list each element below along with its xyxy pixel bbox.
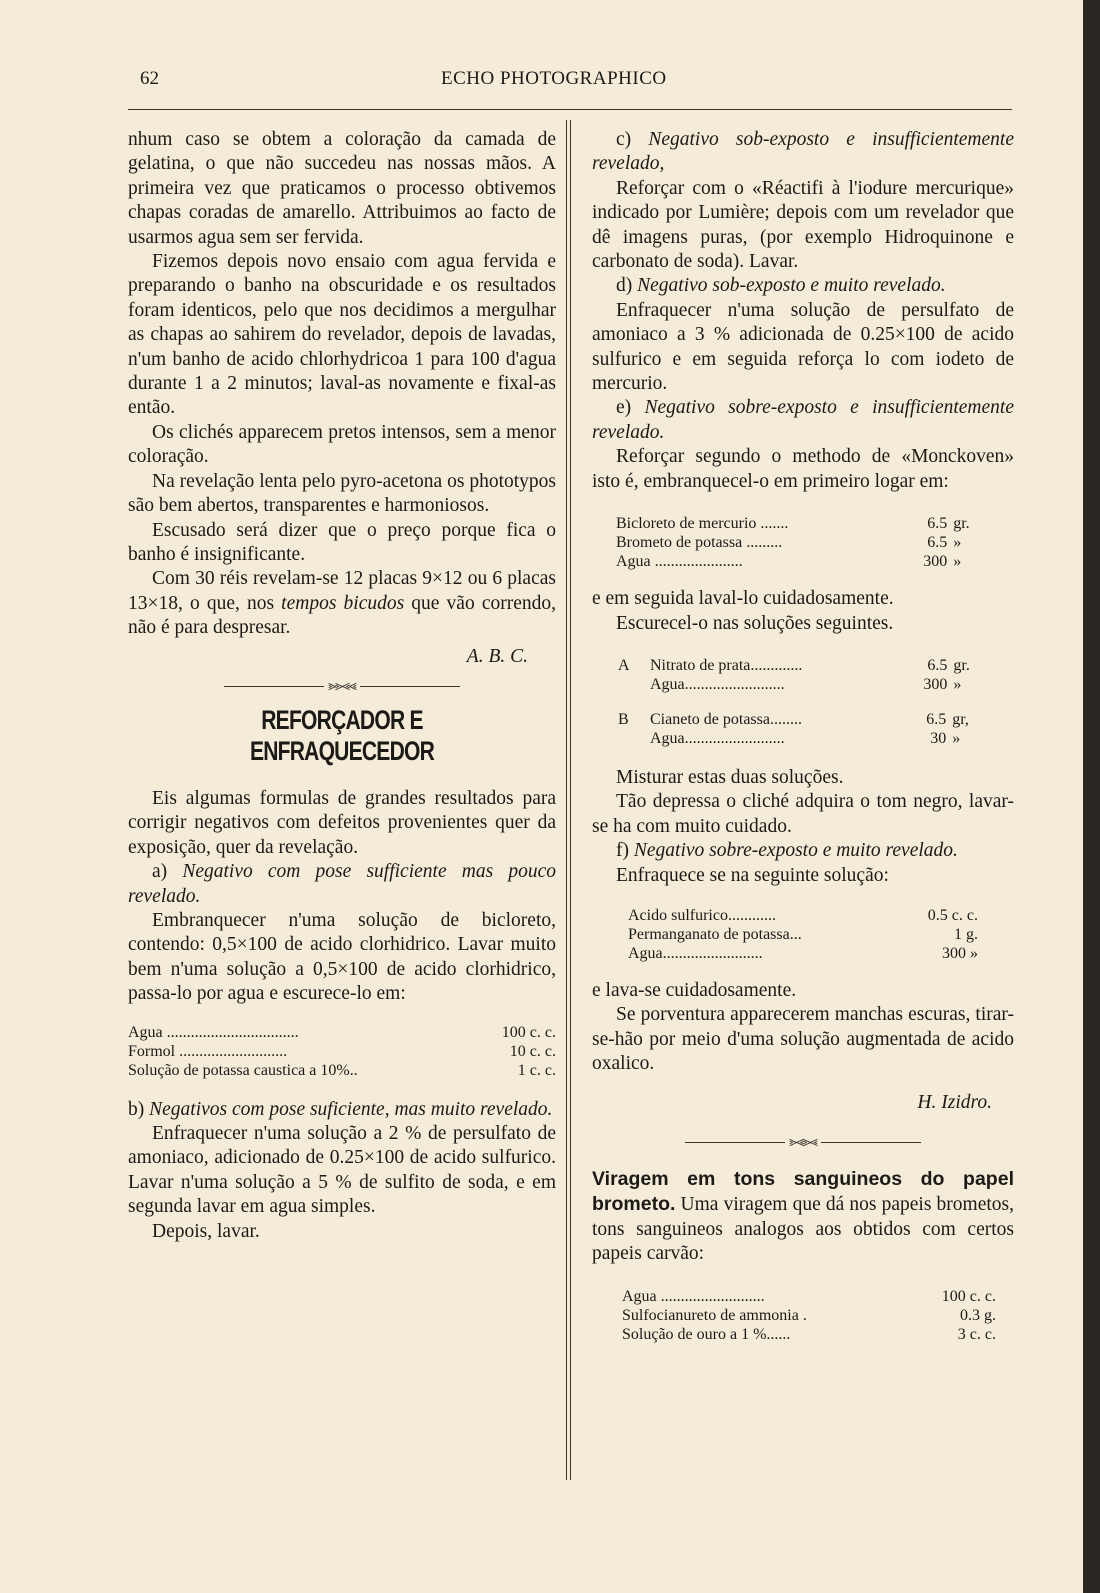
item-title: Negativo sobre-exposto e insufficientemente revelado. bbox=[592, 397, 1014, 443]
ingredient: Agua ...................... bbox=[616, 553, 743, 571]
item-title: Negativo sob-exposto e insufficientemente revelado, bbox=[592, 129, 1014, 175]
column-rule bbox=[570, 120, 571, 1480]
paragraph: Enfraquecer n'uma solução de persulfato de amoniaco a 3 % adicionada de 0.25×100 de acido sulfurico e em seguida reforça lo com iodeto de mercurio. bbox=[592, 299, 1014, 395]
solution-label bbox=[618, 729, 650, 748]
section-heading bbox=[592, 839, 1014, 863]
item-label: d) bbox=[616, 275, 638, 297]
quantity: 10 c. c. bbox=[509, 1042, 556, 1060]
paragraph: Eis algumas formulas de grandes resultados para corrigir negativos com defeitos provenientes quer da exposição, quer da revelação. bbox=[128, 787, 556, 858]
formula-row bbox=[616, 533, 984, 552]
section-heading bbox=[592, 274, 1014, 298]
paragraph: Fizemos depois novo ensaio com agua fervida e preparando o banho na obscuridade e os resultados foram identicos, pelo que nos decidimos a mergulhar as chapas ao sahirem do revelador, depois de lavadas, n'um banho de acido chlorhydricoa 1 para 100 d'agua durante 1 a 2 minutos; laval-as novamente e fixal-as então. bbox=[128, 251, 556, 419]
formula-table-a bbox=[618, 656, 984, 694]
formula-row bbox=[622, 1287, 996, 1306]
paragraph: e em seguida laval-lo cuidadosamente. bbox=[592, 588, 894, 610]
right-column bbox=[592, 128, 1014, 1344]
solution-label bbox=[618, 675, 650, 694]
ornament-divider bbox=[128, 679, 556, 695]
formula-row bbox=[618, 710, 984, 729]
ingredient: Agua ................................. bbox=[128, 1023, 299, 1041]
formula-table-b bbox=[618, 710, 984, 748]
item-label: a) bbox=[152, 861, 183, 883]
ingredient: Bicloreto de mercurio ....... bbox=[616, 515, 789, 533]
article-title: REFORÇADOR E ENFRAQUECEDOR bbox=[249, 704, 435, 766]
paragraph: Enfraquece se na seguinte solução: bbox=[616, 864, 889, 886]
section-heading bbox=[128, 860, 556, 909]
formula-table bbox=[128, 1023, 556, 1080]
quantity: 30 bbox=[930, 729, 947, 747]
ornament-glyphs: ⪢⪢⪡⪡ bbox=[328, 678, 356, 694]
item-title: Negativo com pose sufficiente mas pouco revelado. bbox=[128, 861, 556, 907]
signature: H. Izidro. bbox=[917, 1091, 992, 1113]
formula-row bbox=[616, 552, 984, 571]
text-run: Uma viragem que dá nos papeis brometos, tons sanguineos analogos aos obtidos com certos papeis carvão: bbox=[592, 1194, 1014, 1265]
unit: » bbox=[953, 675, 962, 693]
unit: » bbox=[953, 534, 962, 552]
unit: » bbox=[953, 553, 962, 571]
paragraph: Reforçar segundo o methodo de «Monckoven» isto é, embranquecel-o em primeiro logar em: bbox=[592, 446, 1014, 492]
paragraph: Embranquecer n'uma solução de bicloreto, contendo: 0,5×100 de acido clorhidrico. Lavar muito bem n'uma solução a 0,5×100 de acido clorhidrico, passa-lo por agua e escurece-lo em: bbox=[128, 909, 556, 1005]
section-heading bbox=[592, 396, 1014, 445]
item-title: Negativos com pose suficiente, mas muito revelado. bbox=[149, 1098, 553, 1120]
ingredient: Acido sulfurico............ bbox=[628, 906, 776, 924]
quantity: 3 c. c. bbox=[957, 1325, 996, 1343]
ingredient: Agua .......................... bbox=[622, 1287, 765, 1305]
formula-row bbox=[628, 925, 978, 944]
quantity: 300 bbox=[923, 553, 948, 571]
section-heading bbox=[592, 128, 1014, 177]
paragraph: Na revelação lenta pelo pyro-acetona os phototypos são bem abertos, transparentes e harmoniosos. bbox=[128, 470, 556, 517]
formula-row bbox=[128, 1023, 556, 1042]
ingredient: Agua......................... bbox=[650, 675, 785, 693]
italic-text: tempos bicudos bbox=[281, 592, 405, 614]
formula-row bbox=[622, 1325, 996, 1344]
ornament-divider bbox=[592, 1135, 1014, 1151]
running-head: ECHO PHOTOGRAPHICO bbox=[441, 68, 667, 89]
formula-row bbox=[128, 1061, 556, 1080]
paragraph: Misturar estas duas soluções. bbox=[616, 766, 844, 788]
paragraph: Se porventura apparecerem manchas escuras, tirar-se-hão por meio d'uma solução augmentada de acido oxalico. bbox=[592, 1004, 1014, 1075]
ornament-glyphs: ⪢⪡⪢⪡ bbox=[789, 1134, 817, 1150]
paragraph: Depois, lavar. bbox=[152, 1220, 260, 1242]
solution-label: B bbox=[618, 710, 629, 728]
formula-row bbox=[616, 514, 984, 533]
paragraph: Os clichés apparecem pretos intensos, sem a menor coloração. bbox=[128, 421, 556, 468]
ingredient: Agua......................... bbox=[628, 944, 763, 962]
paragraph: Enfraquecer n'uma solução a 2 % de persulfato de amoniaco, adicionado de 0.25×100 de acido sulfurico. Lavar n'uma solução a 5 % de sulfito de soda, e em segunda lavar em agua simples. bbox=[128, 1123, 556, 1218]
unit: gr, bbox=[952, 710, 969, 728]
unit: gr. bbox=[953, 515, 970, 533]
left-column bbox=[128, 128, 556, 1244]
quantity: 6.5 bbox=[927, 534, 948, 552]
ingredient: Permanganato de potassa... bbox=[628, 925, 802, 943]
unit: » bbox=[952, 729, 961, 747]
paragraph: Escurecel-o nas soluções seguintes. bbox=[616, 612, 894, 634]
ingredient: Solução de potassa caustica a 10%.. bbox=[128, 1061, 358, 1079]
item-label: f) bbox=[616, 840, 634, 862]
formula-row bbox=[618, 675, 984, 694]
formula-table bbox=[628, 906, 978, 963]
ingredient: Cianeto de potassa........ bbox=[650, 710, 802, 728]
item-title: Negativo sobre-exposto e muito revelado. bbox=[633, 840, 958, 862]
quantity: 100 c. c. bbox=[941, 1287, 996, 1305]
quantity: 100 c. c. bbox=[501, 1023, 556, 1041]
book-spine-edge bbox=[1083, 0, 1100, 1593]
runin-title: Viragem em tons sanguineos do papel brometo. bbox=[592, 1167, 1014, 1216]
paragraph bbox=[128, 567, 556, 640]
unit: gr. bbox=[953, 656, 970, 674]
text-run: Com 30 réis revelam-se 12 placas 9×12 ou 6 placas 13×18, o que, nos bbox=[128, 568, 556, 614]
formula-row bbox=[128, 1042, 556, 1061]
ingredient: Agua......................... bbox=[650, 729, 785, 747]
paragraph bbox=[592, 1167, 1014, 1267]
item-label: b) bbox=[128, 1098, 150, 1120]
formula-row bbox=[618, 656, 984, 675]
quantity: 0.5 c. c. bbox=[927, 906, 978, 924]
item-label: e) bbox=[616, 397, 645, 419]
quantity: 300 » bbox=[942, 944, 978, 962]
solution-label: A bbox=[618, 656, 630, 674]
formula-row bbox=[628, 906, 978, 925]
page-number: 62 bbox=[140, 68, 159, 89]
formula-table bbox=[616, 514, 984, 571]
formula-row bbox=[628, 944, 978, 963]
quantity: 6.5 bbox=[927, 515, 948, 533]
paragraph: Tão depressa o cliché adquira o tom negro, lavar-se ha com muito cuidado. bbox=[592, 791, 1014, 837]
ingredient: Solução de ouro a 1 %...... bbox=[622, 1325, 791, 1343]
item-label: c) bbox=[616, 129, 649, 150]
quantity: 6.5 bbox=[926, 710, 947, 728]
quantity: 1 g. bbox=[954, 925, 978, 943]
text-run: que vão correndo, não é para despresar. bbox=[128, 592, 556, 639]
formula-table bbox=[622, 1287, 996, 1344]
section-heading bbox=[128, 1098, 556, 1122]
formula-row bbox=[622, 1306, 996, 1325]
formula-row bbox=[618, 729, 984, 748]
paragraph: nhum caso se obtem a coloração da camada de gelatina, o que não succedeu nas nossas mãos. A primeira vez que praticamos o processo obtivemos chapas coradas de amarello. Attribuimos ao facto de usarmos agua sem ser fervida. bbox=[128, 129, 556, 248]
ingredient: Sulfocianureto de ammonia . bbox=[622, 1306, 807, 1324]
quantity: 1 c. c. bbox=[517, 1061, 556, 1079]
paragraph: Reforçar com o «Réactifi à l'iodure mercurique» indicado por Lumière; depois com um revelador que dê imagens puras, (por exemplo Hidroquinone e carbonato de soda). Lavar. bbox=[592, 177, 1014, 273]
item-title: Negativo sob-exposto e muito revelado. bbox=[637, 275, 946, 297]
header-rule bbox=[128, 109, 1012, 110]
ingredient: Nitrato de prata............. bbox=[650, 656, 803, 674]
ingredient: Brometo de potassa ......... bbox=[616, 534, 783, 552]
paragraph: Escusado será dizer que o preço porque fica o banho é insignificante. bbox=[128, 519, 556, 565]
quantity: 0.3 g. bbox=[960, 1306, 996, 1324]
paragraph: e lava-se cuidadosamente. bbox=[592, 979, 797, 1001]
quantity: 6.5 bbox=[927, 656, 948, 674]
signature: A. B. C. bbox=[466, 645, 528, 667]
ingredient: Formol ........................... bbox=[128, 1042, 288, 1060]
quantity: 300 bbox=[923, 675, 948, 693]
column-rule bbox=[566, 120, 567, 1480]
